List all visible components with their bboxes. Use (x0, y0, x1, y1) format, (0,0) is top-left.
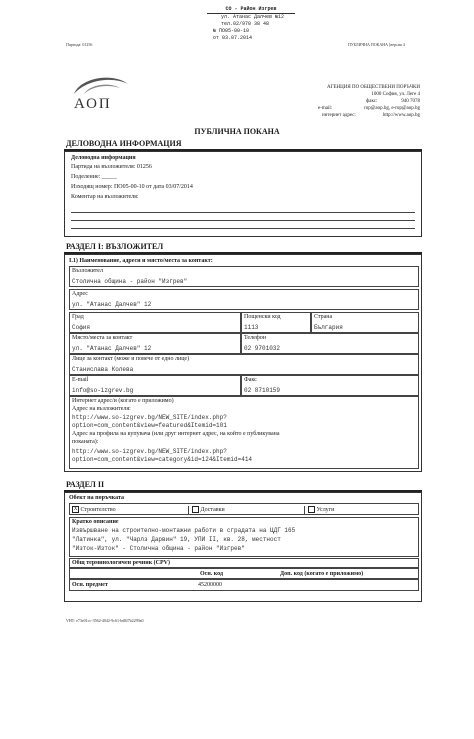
stamp-line-1: СО - Район Изгрев (207, 6, 295, 14)
phone-cell (241, 333, 419, 354)
records-division: Поделение: _____ (71, 174, 117, 180)
registration-stamp (207, 6, 295, 42)
fax-cell (241, 375, 419, 396)
stamp-line-2: ул. Атанас Далчев №12 (221, 14, 285, 20)
services-checkbox[interactable] (308, 506, 315, 513)
postcode-label: Пощенски код (244, 314, 281, 320)
fax-label: Факс (244, 377, 257, 383)
cpv-main-row (69, 579, 419, 591)
contracting-url-line-1[interactable]: http://www.so-izgrev.bg/NEW_SITE/index.php? (72, 414, 227, 421)
agency-address: 1000 София, ул. Леге 4 (371, 92, 420, 97)
records-box (64, 151, 422, 237)
construction-checkbox[interactable]: X (73, 507, 78, 512)
section2-heading: РАЗДЕЛ II (66, 480, 105, 489)
contact-person-value: Станислава Колева (72, 366, 134, 373)
internet-label: Интернет адрес/и (когато е приложимо) (72, 398, 174, 404)
document-title: ПУБЛИЧНА ПОКАНА (194, 127, 280, 136)
agency-email-label: e-mail: (318, 106, 333, 111)
email-label: E-mail (72, 377, 89, 383)
country-cell (311, 312, 419, 333)
fax-value: 02 8710159 (244, 387, 281, 394)
description-cell (69, 517, 419, 557)
profile-label-line-2: поканата): (72, 439, 99, 445)
object-options-row (69, 503, 419, 515)
country-value: България (314, 324, 343, 331)
description-label: Кратко описание (72, 519, 119, 525)
contracting-label: Възложител (72, 268, 103, 274)
comment-line-1 (71, 212, 415, 213)
logo-swoosh-icon (66, 70, 136, 96)
agency-fax-label: факс: (366, 99, 378, 104)
option-construction[interactable] (72, 506, 116, 514)
cpv-header-cell (69, 558, 419, 568)
contracting-value: Столична община - район "Изгрев" (72, 278, 188, 285)
postcode-value: 1113 (244, 324, 259, 331)
contact-person-cell (69, 354, 419, 375)
section1-box (64, 254, 422, 472)
comment-line-2 (71, 220, 415, 221)
city-label: Град (72, 314, 84, 320)
address-label: Адрес (72, 291, 88, 297)
phone-value: 02 9701032 (244, 345, 281, 352)
aop-logo (66, 70, 136, 120)
main-subject-label: Осн. предмет (72, 582, 108, 588)
profile-url-line-1[interactable]: http://www.so-izgrev.bg/NEW_SITE/index.php? (72, 448, 227, 455)
description-line-3: "Изток-Изток" - Столична община - район "Изгрев" (72, 545, 245, 552)
stamp-line-5: от 03.07.2014 (213, 35, 253, 41)
supplies-checkbox[interactable] (192, 506, 199, 513)
contracting-url-label: Адрес на възложителя: (72, 406, 131, 412)
description-line-1: Извършване на строително-монтажни работи в сградата на ЦДГ 165 (72, 527, 296, 534)
cpv-label: Общ терминологичен речник (CPV) (72, 560, 170, 566)
agency-web-label: интернет адрес: (322, 113, 356, 118)
header-right-text: ПУБЛИЧНА ПОКАНА [версия 4 (348, 42, 405, 47)
extra-code-label: Доп. код (когато е приложимо) (280, 571, 364, 577)
country-label: Страна (314, 314, 333, 320)
address-value: ул. "Атанас Далчев" 12 (72, 301, 152, 308)
section1-subheading: I.1) Наименование, адреси и място/места за контакт: (69, 258, 213, 264)
description-line-2: "Латинка", ул. "Чарлз Дарвин" 19, УПИ II, кв. 28, местност (72, 536, 281, 543)
email-value: info@so-izgrev.bg (72, 387, 134, 394)
stamp-line-4: № ПО05-00-10 (213, 28, 250, 34)
email-cell (69, 375, 241, 396)
records-heading: ДЕЛОВОДНА ИНФОРМАЦИЯ (66, 139, 182, 148)
records-box-title: Деловодна информация (71, 155, 136, 161)
comment-line-3 (71, 228, 415, 229)
city-value: София (72, 324, 91, 331)
agency-web: http://www.aop.bg (382, 113, 420, 118)
agency-fax: 940 7078 (401, 99, 420, 104)
main-code-label: Осн. код (200, 571, 224, 577)
address-cell (69, 289, 419, 310)
option-services-label: Услуги (316, 506, 335, 513)
section1-heading: РАЗДЕЛ I: ВЪЗЛОЖИТЕЛ (66, 242, 164, 251)
records-outgoing: Изходящ номер: ПО05-00-10 от дата 03/07/2014 (71, 184, 193, 190)
postcode-cell (241, 312, 311, 333)
main-subject-code: 45200000 (198, 582, 222, 588)
profile-label-line-1: Адрес на профила на купувача (или друг интернет адрес, на който е публикувана (72, 431, 280, 437)
logo-text: АОП (74, 96, 112, 112)
object-label: Обект на поръчката (69, 495, 125, 501)
agency-name: АГЕНЦИЯ ПО ОБЩЕСТВЕНИ ПОРЪЧКИ (326, 85, 420, 90)
section2-box (64, 492, 422, 602)
footer-code: VHT: e73e01cc-3562-4042-9c61-bd8f7b2299a0 (66, 618, 144, 623)
option-services[interactable] (304, 506, 334, 514)
internet-cell (69, 396, 419, 469)
city-cell (69, 312, 241, 333)
cpv-codes-header (69, 568, 419, 579)
records-batch: Партида на възложителя: 01256 (71, 164, 152, 170)
contracting-cell (69, 266, 419, 287)
contracting-url-line-2[interactable]: option=com_content&view=featured&Itemid=101 (72, 422, 227, 429)
stamp-line-3: тел.02/970 38 48 (221, 21, 270, 27)
option-construction-label: Строителство (80, 506, 116, 513)
contact-person-label: Лице за контакт (може и повече от едно лице) (72, 356, 190, 362)
contact-place-cell (69, 333, 241, 354)
agency-email: rop@aop.bg, e-rop@aop.bg (364, 106, 420, 111)
contact-place-label: Място/места за контакт (72, 335, 133, 341)
profile-url-line-2[interactable]: option=com_content&view=category&id=124&Itemid=414 (72, 456, 253, 463)
records-comment-label: Коментар на възложителя: (71, 194, 139, 200)
contact-place-value: ул. "Атанас Далчев" 12 (72, 345, 152, 352)
option-supplies-label: Доставки (200, 506, 225, 513)
header-left-text: Партида: 01256 (66, 42, 93, 47)
option-supplies[interactable] (188, 506, 225, 514)
phone-label: Телефон (244, 335, 266, 341)
